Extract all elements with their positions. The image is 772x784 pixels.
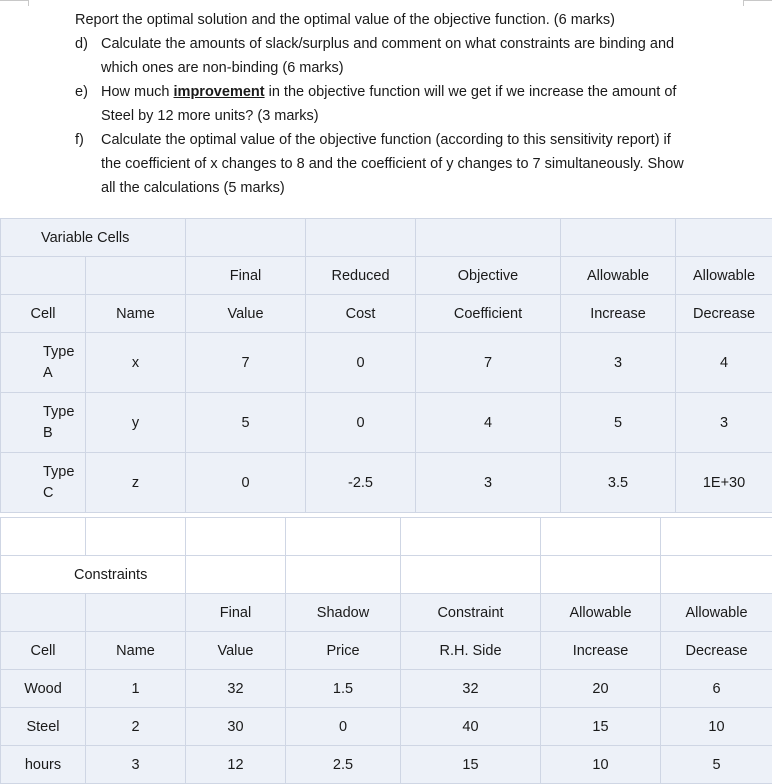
intro-text: Report the optimal solution and the optimal value of the objective function. (6 marks): [75, 8, 615, 32]
objective-coefficient-cell: 4: [416, 393, 561, 453]
allowable-decrease-cell: 10: [661, 708, 772, 746]
column-header: Price: [286, 632, 401, 670]
column-header: Coefficient: [416, 295, 561, 333]
column-header: Cell: [1, 295, 86, 333]
table-header-row: [1, 594, 772, 632]
page-corner-left-mark: [28, 0, 29, 6]
variable-cells-table: [0, 218, 772, 513]
rhs-cell: 15: [401, 746, 541, 784]
question-line: the coefficient of x changes to 8 and the coefficient of y changes to 7 simultaneously. Show: [101, 152, 741, 176]
allowable-decrease-cell: 4: [676, 333, 772, 393]
allowable-increase-cell: 5: [561, 393, 676, 453]
name-cell: 1: [86, 670, 186, 708]
question-line: Steel by 12 more units? (3 marks): [101, 104, 741, 128]
column-header: Reduced: [306, 257, 416, 295]
rhs-cell: 32: [401, 670, 541, 708]
column-header: [1, 257, 86, 295]
question-line: [101, 80, 741, 104]
cell-label: Wood: [1, 670, 86, 708]
column-header: Final: [186, 257, 306, 295]
reduced-cost-cell: 0: [306, 393, 416, 453]
table-row: [1, 670, 772, 708]
allowable-increase-cell: 3: [561, 333, 676, 393]
column-header: Increase: [541, 632, 661, 670]
objective-coefficient-cell: 3: [416, 453, 561, 513]
allowable-increase-cell: 15: [541, 708, 661, 746]
column-header: Name: [86, 632, 186, 670]
reduced-cost-cell: 0: [306, 333, 416, 393]
table-title-row: [1, 556, 772, 594]
shadow-price-cell: 0: [286, 708, 401, 746]
column-header: Name: [86, 295, 186, 333]
shadow-price-cell: 1.5: [286, 670, 401, 708]
allowable-decrease-cell: 5: [661, 746, 772, 784]
column-header: Allowable: [661, 594, 772, 632]
question-text: [101, 32, 741, 80]
column-header: Objective: [416, 257, 561, 295]
cell-label: Type B: [1, 393, 86, 453]
name-cell: 2: [86, 708, 186, 746]
shadow-price-cell: 2.5: [286, 746, 401, 784]
cell-label: Type C: [1, 453, 86, 513]
column-header: Cost: [306, 295, 416, 333]
question-line: all the calculations (5 marks): [101, 176, 741, 200]
allowable-increase-cell: 3.5: [561, 453, 676, 513]
final-value-cell: 5: [186, 393, 306, 453]
question-text-pre: How much: [101, 84, 174, 100]
column-header: Cell: [1, 632, 86, 670]
column-header: Allowable: [541, 594, 661, 632]
final-value-cell: 0: [186, 453, 306, 513]
question-line: Calculate the optimal value of the objective function (according to this sensitivity report) if: [101, 128, 741, 152]
name-cell: x: [86, 333, 186, 393]
allowable-decrease-cell: 1E+30: [676, 453, 772, 513]
cell-label: Steel: [1, 708, 86, 746]
table-row: [1, 453, 772, 513]
column-header: Decrease: [661, 632, 772, 670]
table-header-row: [1, 632, 772, 670]
column-header: Final: [186, 594, 286, 632]
table-row: [1, 708, 772, 746]
final-value-cell: 32: [186, 670, 286, 708]
final-value-cell: 12: [186, 746, 286, 784]
allowable-increase-cell: 10: [541, 746, 661, 784]
column-header: Decrease: [676, 295, 772, 333]
question-emphasis: improvement: [174, 84, 265, 100]
page-corner-right-mark: [743, 0, 744, 6]
question-line: Calculate the amounts of slack/surplus and comment on what constraints are binding and: [101, 32, 741, 56]
question-text: [101, 80, 741, 128]
page-corner-right: [744, 0, 772, 1]
allowable-decrease-cell: 6: [661, 670, 772, 708]
rhs-cell: 40: [401, 708, 541, 746]
table-header-row: [1, 295, 772, 333]
question-label: f): [75, 128, 84, 152]
spacer-row: [1, 518, 772, 556]
column-header: Allowable: [676, 257, 772, 295]
table-title-row: [1, 219, 772, 257]
question-line: which ones are non-binding (6 marks): [101, 56, 741, 80]
name-cell: z: [86, 453, 186, 513]
cell-label: Type A: [1, 333, 86, 393]
allowable-increase-cell: 20: [541, 670, 661, 708]
table-row: [1, 393, 772, 453]
cell-label: hours: [1, 746, 86, 784]
constraints-table: [0, 517, 772, 784]
reduced-cost-cell: -2.5: [306, 453, 416, 513]
table-row: [1, 333, 772, 393]
column-header: Value: [186, 295, 306, 333]
objective-coefficient-cell: 7: [416, 333, 561, 393]
column-header: Increase: [561, 295, 676, 333]
page-corner-left: [0, 0, 28, 1]
column-header: [86, 257, 186, 295]
question-label: e): [75, 80, 88, 104]
question-text-post: in the objective function will we get if we increase the amount of: [265, 84, 677, 100]
name-cell: 3: [86, 746, 186, 784]
question-label: d): [75, 32, 88, 56]
column-header: R.H. Side: [401, 632, 541, 670]
column-header: Constraint: [401, 594, 541, 632]
allowable-decrease-cell: 3: [676, 393, 772, 453]
column-header: Value: [186, 632, 286, 670]
table-header-row: [1, 257, 772, 295]
table-row: [1, 746, 772, 784]
column-header: [86, 594, 186, 632]
column-header: [1, 594, 86, 632]
column-header: Allowable: [561, 257, 676, 295]
column-header: Shadow: [286, 594, 401, 632]
question-text: [101, 128, 741, 200]
final-value-cell: 7: [186, 333, 306, 393]
name-cell: y: [86, 393, 186, 453]
variable-cells-title: Variable Cells: [1, 219, 186, 257]
final-value-cell: 30: [186, 708, 286, 746]
constraints-title: Constraints: [1, 556, 186, 594]
